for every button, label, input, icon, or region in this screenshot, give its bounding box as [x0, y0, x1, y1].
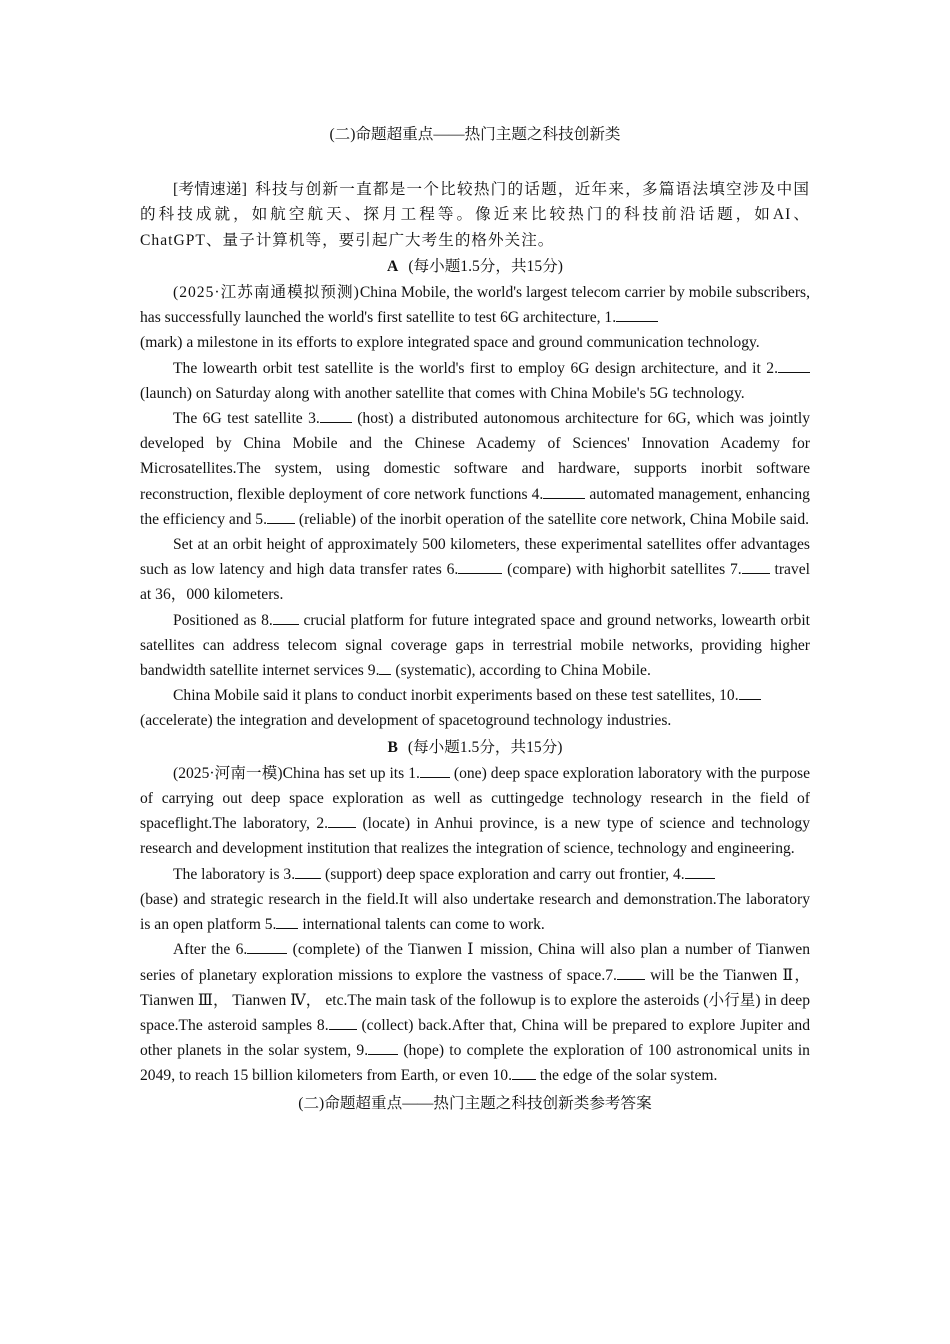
passage-text: (mark) a milestone in its efforts to explore integrated space and ground communication technology. [140, 334, 760, 352]
passage-text: (complete) of the Tianwen Ⅰ mission, China will also plan a number of Tianwen series of planetary exploration missions to explore the vastness of space.7. [140, 941, 811, 984]
passage-text: (accelerate) the integration and development of spacetoground technology industries. [140, 712, 672, 730]
answer-blank[interactable] [329, 1014, 357, 1030]
section-b-score: (每小题1.5分，共15分) [407, 738, 563, 756]
passage-text: (host) a distributed autonomous architecture for 6G, which was jointly developed by China Mobile and the Chinese Academy of Sciences' Innovation Academy for Microsatellites.The system, using domestic software and hardware, supports inorbit software reconstruction, flexible deployment of core network functions 4. [140, 410, 810, 503]
passage-text: China Mobile, the world's largest telecom carrier by mobile subscribers, has successfully launched the world's first satellite to test 6G architecture, 1. [140, 284, 810, 327]
passage-text: (one) deep space exploration laboratory with the purpose of carrying out deep space exploration as well as cuttingedge technology research in the field of spaceflight.The laboratory, 2. [140, 764, 810, 833]
answer-blank[interactable] [543, 483, 585, 499]
passage-text: After the 6. [173, 941, 248, 959]
section-a-paragraph-5 [140, 608, 810, 684]
answer-blank[interactable] [273, 609, 299, 625]
passage-text: (base) and strategic research in the field.It will also undertake research and demonstration.The laboratory is an open platform 5. [140, 890, 810, 934]
document-content [140, 122, 810, 1116]
section-b-paragraph-2 [140, 862, 810, 938]
answer-blank[interactable] [295, 863, 321, 879]
answer-blank[interactable] [617, 964, 645, 980]
passage-text: (collect) back.After that, China will be prepared to explore Jupiter and other planets in the solar system, 9. [140, 1016, 810, 1060]
page-title: (二)命题超重点——热门主题之科技创新类 [329, 126, 621, 143]
passage-text: (systematic), according to China Mobile. [395, 662, 651, 680]
section-b-heading [140, 735, 810, 760]
passage-text: (locate) in Anhui province, is a new type of science and technology research and development institution that realizes the integration of science, technology and engineering. [140, 815, 811, 858]
section-b-paragraph-3 [140, 937, 810, 1088]
section-a-paragraph-1 [140, 280, 810, 356]
passage-text: travel at 36，000 kilometers. [140, 561, 810, 604]
passage-text: The laboratory is 3. [173, 865, 296, 883]
answer-key-title: (二)命题超重点——热门主题之科技创新类参考答案 [298, 1094, 652, 1112]
intro-paragraph [140, 177, 810, 253]
section-a-paragraph-2 [140, 356, 810, 406]
answer-blank[interactable] [247, 938, 287, 954]
intro-label: [考情速递] [173, 181, 247, 199]
answer-blank[interactable] [320, 407, 352, 423]
passage-text: the edge of the solar system. [539, 1067, 718, 1085]
answer-blank[interactable] [379, 659, 391, 675]
intro-text: 科技与创新一直都是一个比较热门的话题，近年来，多篇语法填空涉及中国的科技成就，如航空航天、探月工程等。像近来比较热门的科技前沿话题，如AI、ChatGPT、量子计算机等，要引起广大考生的格外关注。 [140, 181, 810, 249]
answer-blank[interactable] [685, 863, 715, 879]
answer-blank[interactable] [420, 762, 450, 778]
section-b-source: (2025·河南一模) [173, 764, 283, 782]
passage-text: Set at an orbit height of approximately 500 kilometers, these experimental satellites offer advantages such as low latency and high data transfer rates 6. [140, 536, 810, 579]
passage-text: crucial platform for future integrated space and ground networks, lowearth orbit satellites can address telecom signal coverage gaps in terrestrial mobile networks, providing higher bandwidth satellite internet services 9. [140, 611, 810, 680]
passage-text: will be the Tianwen Ⅱ， Tianwen Ⅲ， Tianwen Ⅳ， etc.The main task of the followup is to explore the asteroids (小行星) in deep space.The asteroid samples 8. [140, 966, 810, 1034]
answer-blank[interactable] [778, 357, 810, 373]
answer-blank[interactable] [739, 684, 761, 700]
answer-blank[interactable] [512, 1064, 536, 1080]
section-a-letter: A [387, 257, 399, 275]
passage-text: The lowearth orbit test satellite is the world's first to employ 6G design architecture, and it 2. [173, 359, 778, 377]
section-b-paragraph-1 [140, 761, 810, 862]
passage-text: automated management, enhancing the efficiency and 5. [140, 485, 810, 528]
section-a-heading [140, 254, 810, 279]
passage-text: Positioned as 8. [173, 611, 273, 629]
answer-blank[interactable] [742, 558, 770, 574]
answer-blank[interactable] [267, 508, 295, 524]
passage-text: (reliable) of the inorbit operation of the satellite core network, China Mobile said. [298, 510, 810, 528]
section-a-paragraph-6 [140, 683, 810, 733]
passage-text: (compare) with highorbit satellites 7. [507, 561, 742, 579]
answer-blank[interactable] [458, 558, 502, 574]
passage-text: China Mobile said it plans to conduct inorbit experiments based on these test satellites, 10. [173, 687, 739, 705]
passage-text: (launch) on Saturday along with another satellite that comes with China Mobile's 5G technology. [140, 384, 745, 402]
passage-text: (hope) to complete the exploration of 100 astronomical units in 2049, to reach 15 billion kilometers from Earth, or even 10. [140, 1042, 810, 1085]
section-a-score: (每小题1.5分，共15分) [408, 257, 563, 275]
section-a-source: (2025·江苏南通模拟预测) [173, 284, 360, 302]
answer-blank[interactable] [328, 812, 356, 828]
section-a-paragraph-3 [140, 406, 810, 532]
passage-text: international talents can come to work. [302, 916, 545, 934]
passage-text: The 6G test satellite 3. [173, 410, 320, 428]
answer-blank[interactable] [368, 1039, 398, 1055]
passage-text: China has set up its 1. [282, 764, 420, 782]
section-a-paragraph-4 [140, 532, 810, 608]
passage-text: (support) deep space exploration and carry out frontier, 4. [325, 865, 685, 883]
answer-blank[interactable] [616, 306, 658, 322]
section-b-letter: B [387, 738, 398, 756]
answer-blank[interactable] [276, 913, 298, 929]
